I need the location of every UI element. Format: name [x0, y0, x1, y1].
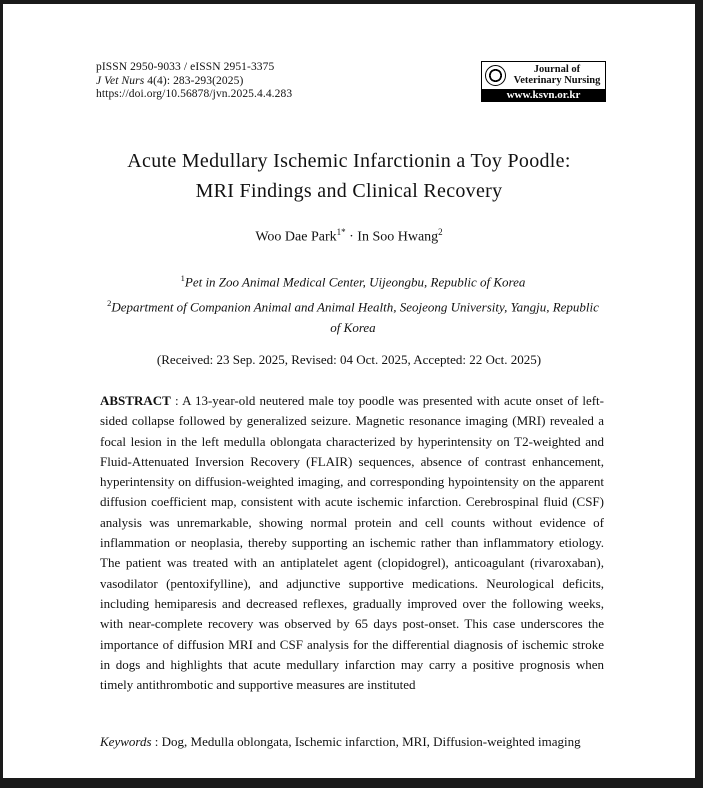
author-2: In Soo Hwang: [357, 229, 439, 245]
logo-journal-name: [510, 64, 604, 86]
keywords: [100, 734, 604, 750]
affiliation-2: [103, 293, 603, 338]
author-2-affil: 2: [438, 227, 443, 237]
author-separator: ·: [345, 229, 358, 245]
keywords-label: Keywords: [100, 734, 152, 749]
journal-citation: [96, 75, 292, 89]
abstract-label: ABSTRACT: [100, 393, 171, 408]
doi-link[interactable]: https://doi.org/10.56878/jvn.2025.4.4.283: [96, 88, 293, 100]
paper-page: [3, 4, 695, 778]
affiliations: [103, 268, 603, 338]
journal-abbrev: J Vet Nurs: [96, 74, 145, 87]
received-dates: (Received: 23 Sep. 2025, Revised: 04 Oct. 2025, Accepted: 22 Oct. 2025): [156, 352, 542, 367]
logo-box: [481, 61, 606, 90]
keywords-separator: :: [151, 734, 162, 749]
volume-issue-pages: 4(4): 283-293(2025): [144, 74, 244, 87]
affiliation-1-marker: 1: [180, 273, 185, 283]
author-1-affil: 1*: [336, 227, 346, 237]
paper-title: [63, 146, 635, 206]
logo-line1: Journal of: [533, 64, 581, 75]
affiliation-1: [103, 268, 603, 293]
issn-line: pISSN 2950-9033 / eISSN 2951-3375: [96, 61, 275, 73]
abstract-separator: :: [170, 393, 183, 408]
affiliation-2-marker: 2: [107, 297, 112, 308]
affiliation-1-text: Pet in Zoo Animal Medical Center, Uijeongbu, Republic of Korea: [184, 274, 526, 290]
journal-logo: [481, 61, 606, 101]
abstract-text: A 13-year-old neutered male toy poodle was presented with acute onset of left-sided collapse followed by generalized seizure. Magnetic resonance imaging (MRI) revealed a focal lesion in the left medulla oblongata characterized by hyperintensity on T2-weighted and Fluid-Attenuated Inversion Recovery (FLAIR) sequences, absence of contrast enhancement, hyperintensity on diffusion-weighted imaging, and corresponding hypointensity on the apparent diffusion coefficient map, consistent with acute ischemic infarction. Cerebrospinal fluid (CSF) analysis was unremarkable, showing normal protein and cell counts without evidence of inflammation or neoplasia, thereby supporting an ischemic rather than inflammatory etiology. The patient was treated with an antiplatelet agent (clopidogrel), anticoagulant (rivaroxaban), vasodilator (pentoxifylline), and adjunctive supportive medications. Neurological deficits, including hemiparesis and decreased reflexes, gradually improved over the following weeks, with near-complete recovery was observed by 65 days post-onset. This case underscores the importance of diffusion MRI and CSF analysis for the differential diagnosis of ischemic stroke in dogs and highlights that acute medullary infarction may carry a positive prognosis when timely antithrombotic and supportive measures are instituted: [100, 393, 604, 693]
journal-emblem-icon: [485, 65, 506, 86]
title-line2: MRI Findings and Clinical Recovery: [195, 180, 503, 202]
affiliation-2-text: Department of Companion Animal and Animal Health, Seojeong University, Yangju, Republic of Korea: [111, 299, 599, 335]
title-line1: Acute Medullary Ischemic Infarctionin a Toy Poodle:: [127, 150, 571, 172]
logo-url[interactable]: www.ksvn.or.kr: [481, 89, 606, 102]
author-1: Woo Dae Park: [255, 229, 337, 245]
abstract: [100, 391, 604, 695]
citation-header: [96, 61, 292, 102]
logo-line2: Veterinary Nursing: [513, 75, 601, 86]
keywords-text: Dog, Medulla oblongata, Ischemic infarction, MRI, Diffusion-weighted imaging: [161, 734, 581, 749]
author-list: [63, 227, 635, 246]
